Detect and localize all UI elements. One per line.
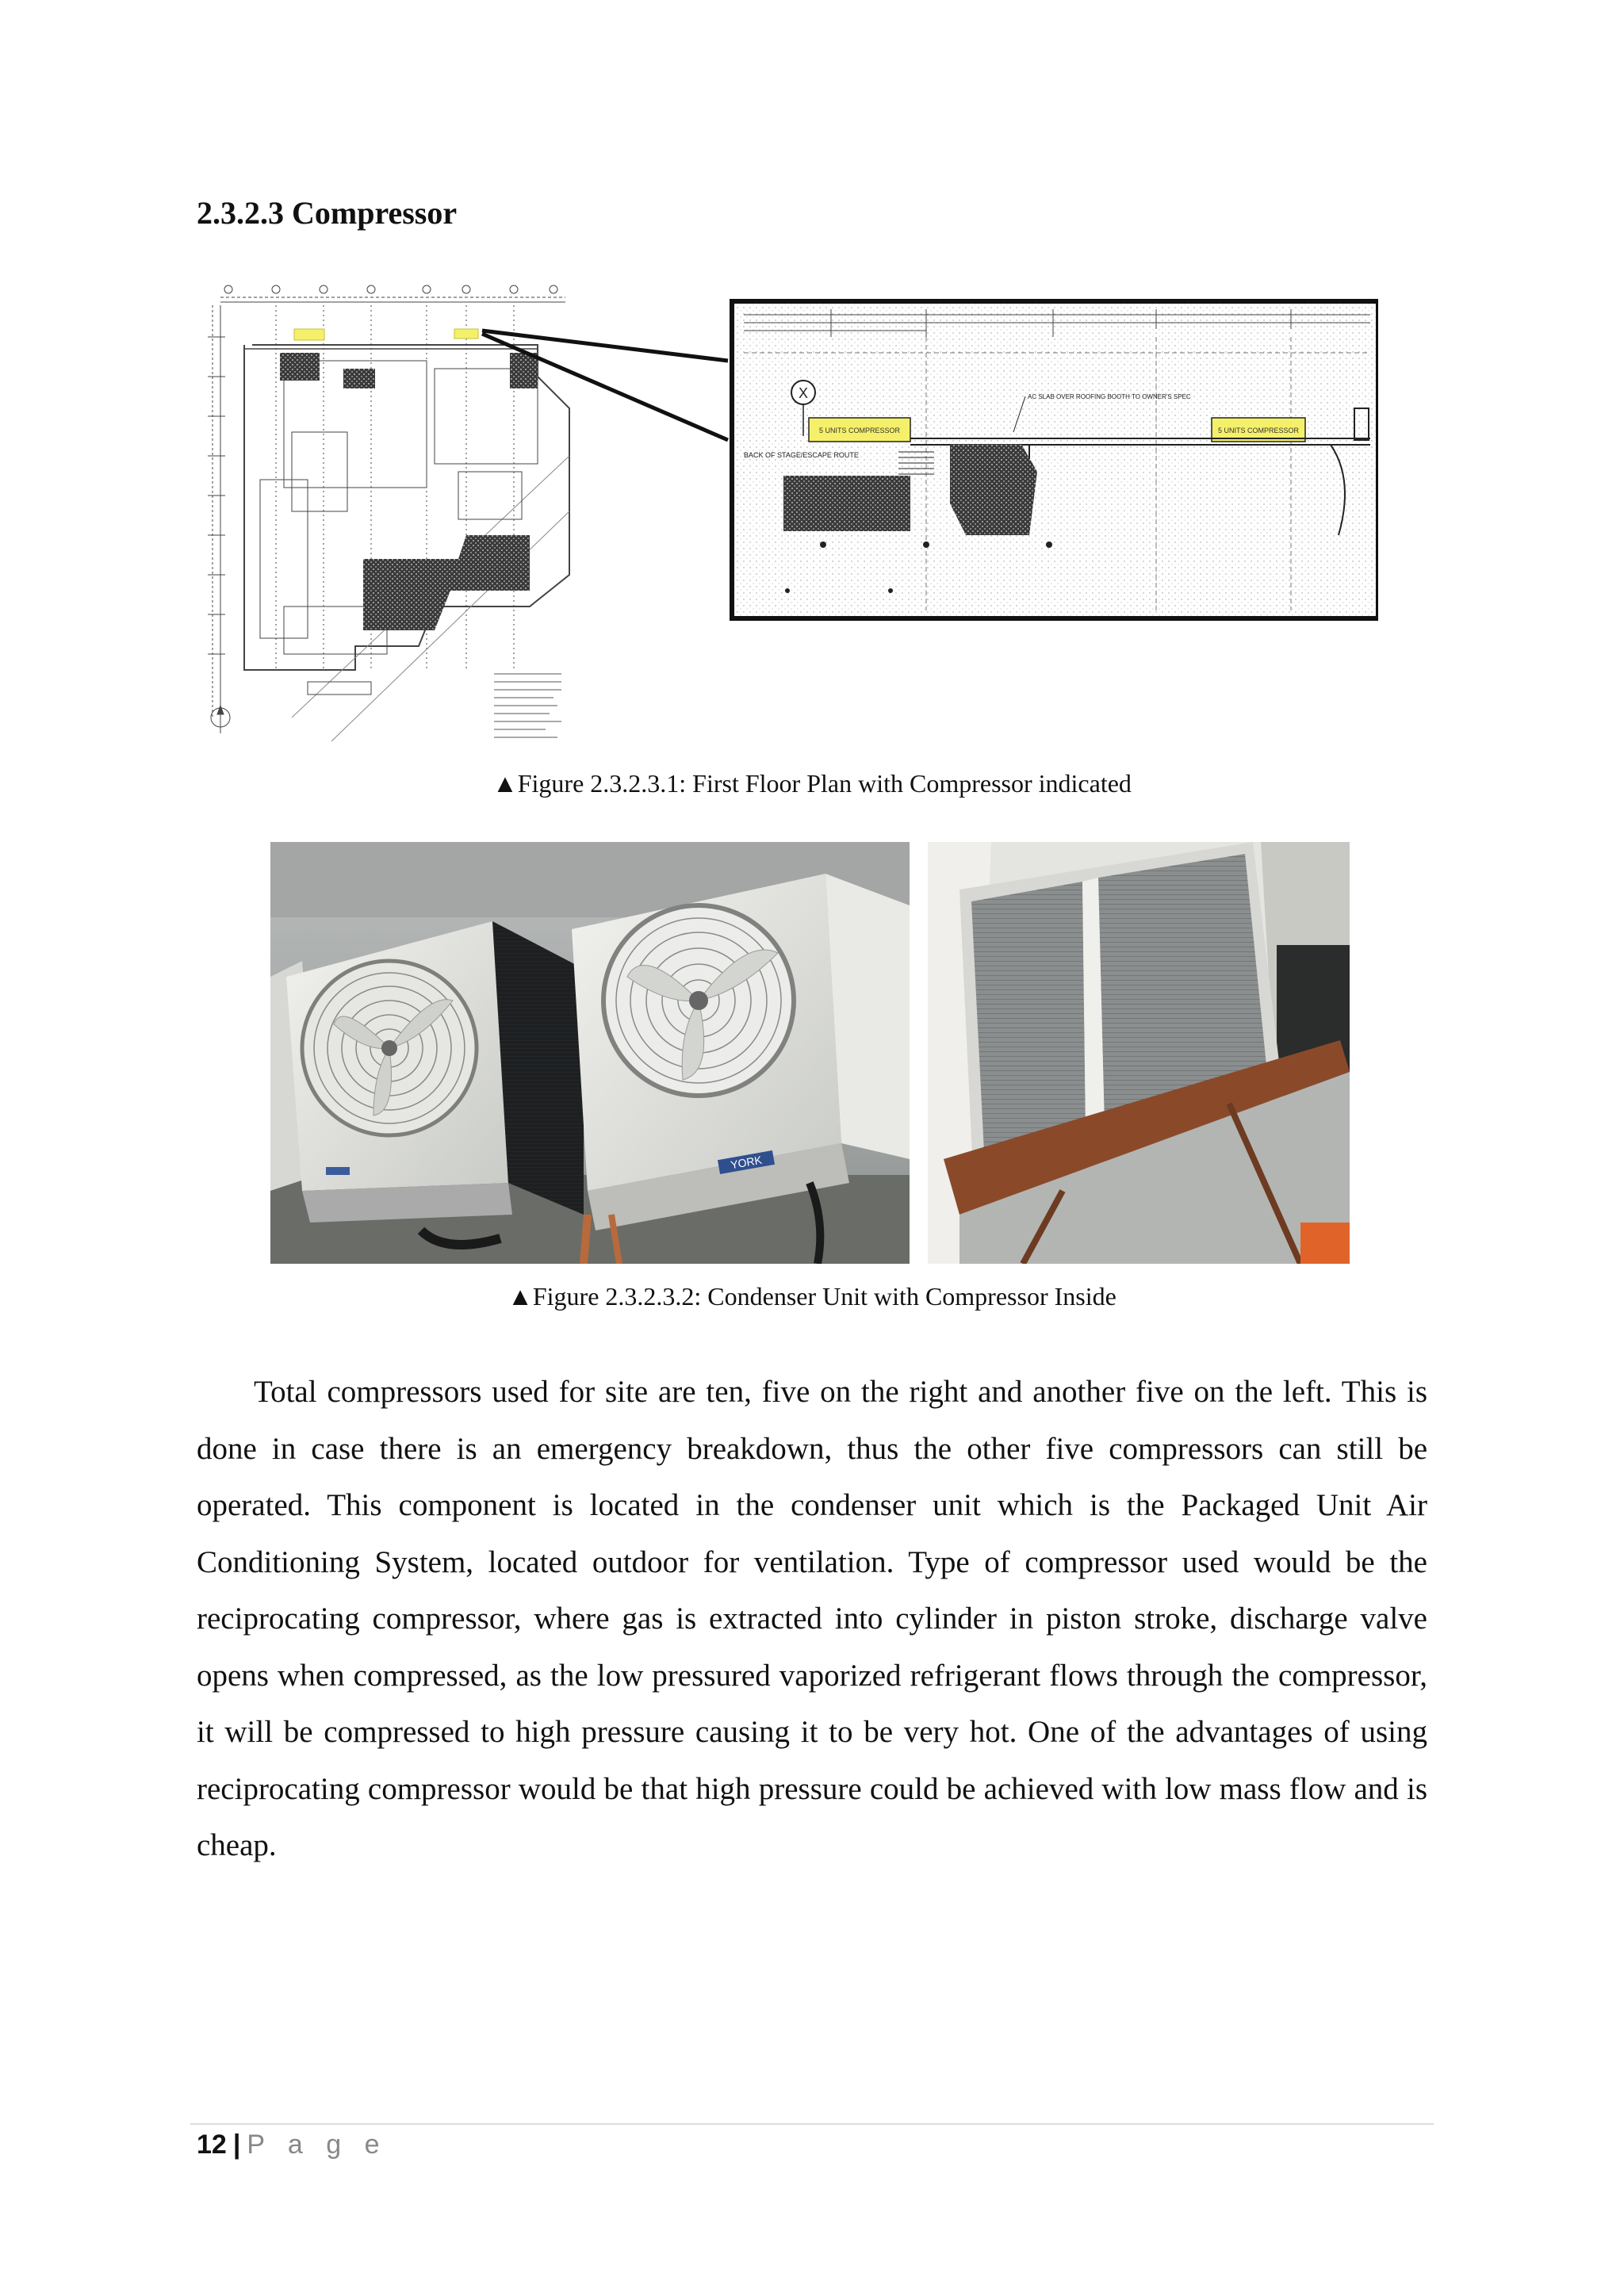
grid-ticks-left [208, 337, 225, 654]
section-heading: 2.3.2.3 Compressor [197, 195, 458, 231]
figure2-caption: ▲Figure 2.3.2.3.2: Condenser Unit with Compressor Inside [508, 1282, 1116, 1311]
page-label: P a g e [247, 2130, 388, 2160]
body-paragraph: Total compressors used for site are ten, five on the right and another five on the left. This is done in case there is an emergency breakdown, thus the other five compressors can still be operated. This component is located in the condenser unit which is the Packaged Unit Air Conditioning System, located outdoor for ventilation. Type of compressor used would be the reciprocating compressor, where gas is extracted into cylinder in piston stroke, discharge valve opens when compressed, as the low pressured vaporized refrigerant flows through the compressor, it will be compressed to high pressure causing it to be very hot. One of the advantages of using reciprocating compressor would be that high pressure could be achieved with low mass flow and is cheap. [197, 1375, 1427, 1862]
back-of-stage-label: BACK OF STAGE/ESCAPE ROUTE [744, 451, 859, 459]
detail-stage-mass [783, 476, 910, 531]
plan-legend [494, 674, 561, 737]
svg-text:5 UNITS COMPRESSOR: 5 UNITS COMPRESSOR [1217, 427, 1300, 434]
floor-plan-detail [732, 301, 1378, 618]
page-number: 12 [197, 2130, 227, 2160]
plan-mass-stage [363, 535, 530, 630]
plan-mass-small [343, 369, 375, 388]
condenser-photo-fans [270, 842, 910, 1264]
svg-text:5 UNITS COMPRESSOR: 5 UNITS COMPRESSOR [818, 427, 901, 434]
plan-compressor-right [454, 329, 478, 339]
pipe-note: AC SLAB OVER ROOFING BOOTH TO OWNER'S SPEC [1028, 393, 1191, 400]
condenser-photo-coil [928, 842, 1350, 1264]
floor-plan-figure [197, 274, 1378, 749]
figure1-caption: ▲Figure 2.3.2.3.1: First Floor Plan with Compressor indicated [492, 769, 1132, 798]
page-footer [197, 2130, 387, 2160]
plan-mass-right [510, 353, 538, 388]
plan-compressor-left [294, 329, 324, 340]
brand-label: YORK [730, 1153, 763, 1172]
detail-stair-mass [950, 444, 1037, 535]
grid-bubbles-top [224, 285, 557, 293]
footer-separator: | [232, 2130, 241, 2160]
plan-mass-left [280, 353, 320, 381]
grid-bubble-x-label: X [798, 385, 809, 401]
north-arrow-icon [211, 702, 230, 733]
footer-divider [190, 2123, 1434, 2125]
